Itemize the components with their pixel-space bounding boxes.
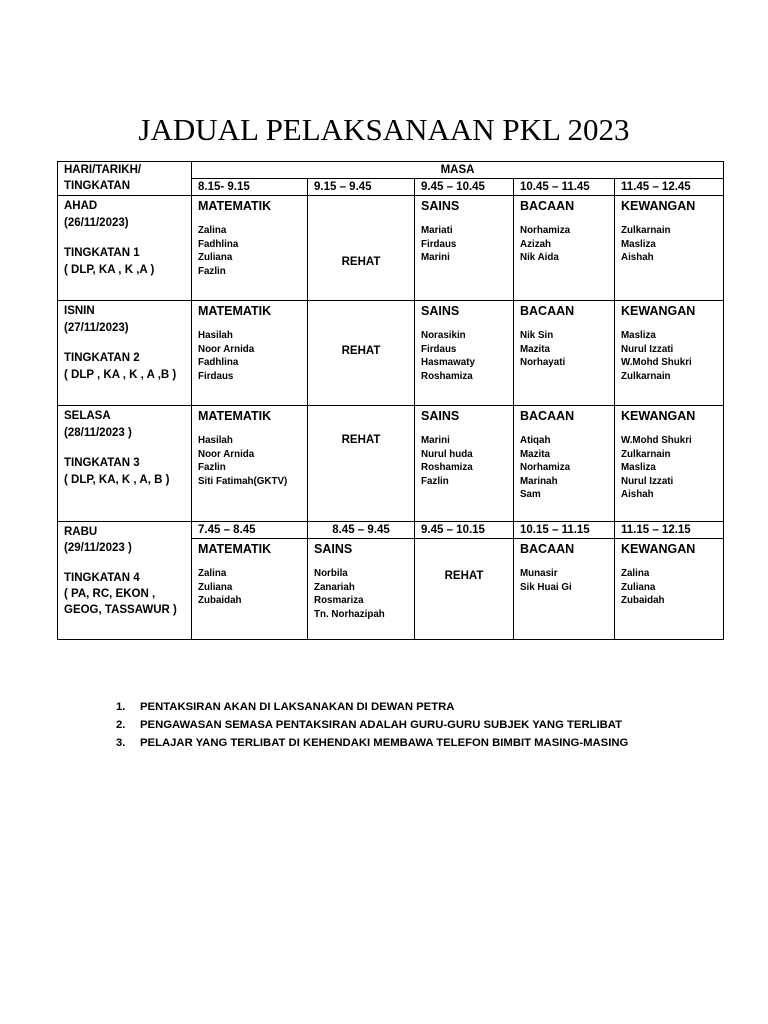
subject-cell: KEWANGAN Zulkarnain Masliza Aishah (615, 196, 724, 301)
time-slot-1: 7.45 – 8.45 (192, 522, 308, 539)
time-slot-4: 10.45 – 11.45 (514, 179, 615, 196)
subject-cell: KEWANGAN Masliza Nurul Izzati W.Mohd Shukri Zulkarnain (615, 301, 724, 406)
day-cell: RABU (29/11/2023 ) TINGKATAN 4 ( PA, RC, EKON , GEOG, TASSAWUR ) (58, 522, 192, 640)
rehat-cell: REHAT (308, 196, 415, 301)
document-title: JADUAL PELAKSANAAN PKL 2023 (138, 112, 630, 147)
rehat-cell: REHAT (415, 539, 514, 640)
time-slot-1: 8.15- 9.15 (192, 179, 308, 196)
note-item: 1. PENTAKSIRAN AKAN DI LAKSANAKAN DI DEWAN PETRA (116, 701, 455, 713)
day-cell: AHAD (26/11/2023) TINGKATAN 1 ( DLP, KA , K ,A ) (58, 196, 192, 301)
header-row (58, 162, 724, 179)
note-item: 3. PELAJAR YANG TERLIBAT DI KEHENDAKI MEMBAWA TELEFON BIMBIT MASING-MASING (116, 737, 629, 749)
subject-cell: SAINS Marini Nurul huda Roshamiza Fazlin (415, 406, 514, 522)
notes-list (116, 698, 628, 752)
subject-cell: SAINS Norasikin Firdaus Hasmawaty Roshamiza (415, 301, 514, 406)
time-slot-3: 9.45 – 10.45 (415, 179, 514, 196)
time-slot-2: 9.15 – 9.45 (308, 179, 415, 196)
time-slot-3: 9.45 – 10.15 (415, 522, 514, 539)
time-slot-4: 10.15 – 11.15 (514, 522, 615, 539)
subject-cell: BACAAN Munasir Sik Huai Gi (514, 539, 615, 640)
subject-cell: MATEMATIK Hasilah Noor Arnida Fadhlina Firdaus (192, 301, 308, 406)
time-slot-2: 8.45 – 9.45 (308, 522, 415, 539)
rabu-time-row (58, 522, 724, 539)
day-cell: SELASA (28/11/2023 ) TINGKATAN 3 ( DLP, KA, K , A, B ) (58, 406, 192, 522)
subject-cell: MATEMATIK Hasilah Noor Arnida Fazlin Siti Fatimah(GKTV) (192, 406, 308, 522)
rehat-cell: REHAT (308, 301, 415, 406)
day-cell: ISNIN (27/11/2023) TINGKATAN 2 ( DLP , KA , K , A ,B ) (58, 301, 192, 406)
subject-cell: SAINS Mariati Firdaus Marini (415, 196, 514, 301)
schedule-row-ahad (58, 196, 724, 301)
note-item: 2. PENGAWASAN SEMASA PENTAKSIRAN ADALAH GURU-GURU SUBJEK YANG TERLIBAT (116, 719, 623, 731)
subject-cell: SAINS Norbila Zanariah Rosmariza Tn. Norhazipah (308, 539, 415, 640)
schedule-table (57, 161, 724, 640)
subject-cell: BACAAN Nik Sin Mazita Norhayati (514, 301, 615, 406)
subject-cell: BACAAN Atiqah Mazita Norhamiza Marinah Sam (514, 406, 615, 522)
time-slot-5: 11.45 – 12.45 (615, 179, 724, 196)
subject-cell: KEWANGAN W.Mohd Shukri Zulkarnain Masliza Nurul Izzati Aishah (615, 406, 724, 522)
time-slot-5: 11.15 – 12.15 (615, 522, 724, 539)
masa-header: MASA (192, 162, 724, 179)
subject-cell: MATEMATIK Zalina Zuliana Zubaidah (192, 539, 308, 640)
schedule-row-isnin (58, 301, 724, 406)
subject-cell: MATEMATIK Zalina Fadhlina Zuliana Fazlin (192, 196, 308, 301)
subject-cell: BACAAN Norhamiza Azizah Nik Aida (514, 196, 615, 301)
subject-cell: KEWANGAN Zalina Zuliana Zubaidah (615, 539, 724, 640)
day-column-header: HARI/TARIKH/ TINGKATAN (58, 162, 192, 196)
rehat-cell: REHAT (308, 406, 415, 522)
schedule-row-selasa (58, 406, 724, 522)
